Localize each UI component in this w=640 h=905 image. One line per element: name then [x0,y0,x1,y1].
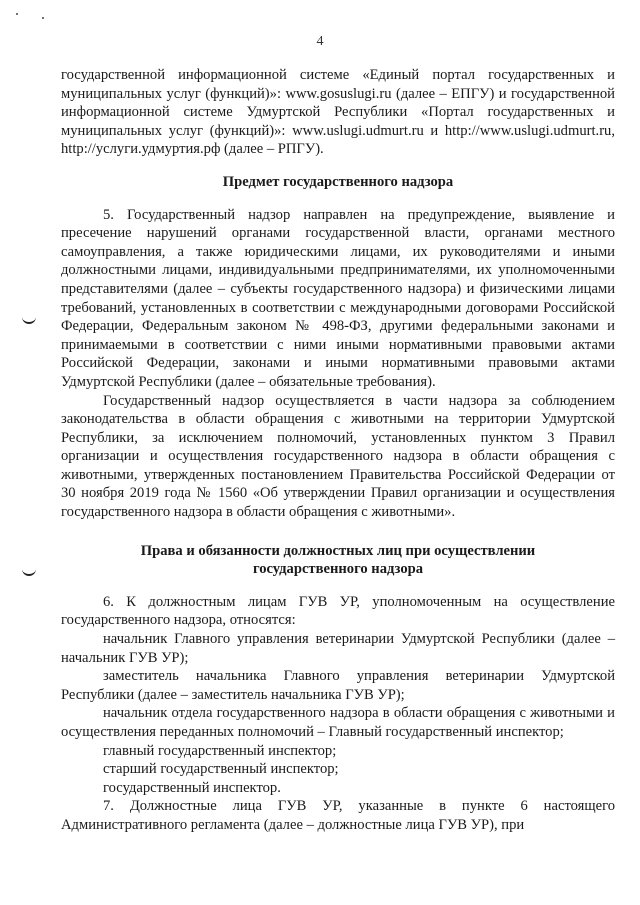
scan-speck [16,13,18,15]
list-item: главный государственный инспектор; [103,742,337,759]
list-item: государственный инспектор. [103,779,281,796]
section-heading-rights: Права и обязанности должностных лиц при осуществлении государственного надзора [140,542,536,578]
list-item: заместитель начальника Главного управления ветеринарии Удмуртской Республики (далее – заместитель начальника ГУВ УР); [61,668,615,703]
paragraph-5: 5. Государственный надзор направлен на предупреждение, выявление и пресечение нарушений органами государственной власти, органами местного самоуправления, а также юридическими лицами, их руководителями и иными должностными лицами, индивидуальными предпринимателями, их уполномоченными представителями (далее – субъекты государственного надзора) и физическими лицами требований, установленных в соответствии с международными договорами Российской Федерации, Федеральным законом № 498-ФЗ, другими федеральными законами и принимаемыми в соответствии с ними иными нормативными правовыми актами Российской Федерации, законами и иными нормативными правовыми актами Удмуртской Республики (далее – обязательные требования). [61,206,615,390]
page-number: 4 [316,34,324,49]
paragraph-7: 7. Должностные лица ГУВ УР, указанные в пункте 6 настоящего Административного регламента (далее – должностные лица ГУВ УР), при [61,798,615,833]
hole-punch-mark [22,566,36,576]
paragraph-5-continued: Государственный надзор осуществляется в части надзора за соблюдением законодательства в области обращения с животными на территории Удмуртской Республики, за исключением полномочий, установленных пунктом 3 Правил организации и осуществления государственного надзора в области обращения с животными, утвержденных постановлением Правительства Российской Федерации от 30 ноября 2019 года № 1560 «Об утверждении Правил организации и осуществления государственного надзора в области обращения с животными». [61,392,615,521]
scan-speck [42,17,44,19]
intro-paragraph: государственной информационной системе «Единый портал государственных и муниципальных услуг (функций)»: www.gosuslugi.ru (далее – ЕПГУ) и государственной информационной системе Удмуртской Республики «Портал государственных и муниципальных услуг (функций)»: www.uslugi.udmurt.ru и http://www.uslugi.udmurt.ru, http://услуги.удмуртия.рф (далее – РПГУ). [61,67,615,158]
hole-punch-mark [22,314,36,324]
document-body [61,66,615,835]
list-item: старший государственный инспектор; [103,761,339,778]
list-item: начальник Главного управления ветеринарии Удмуртской Республики (далее – начальник ГУВ УР); [61,631,615,666]
paragraph-6: 6. К должностным лицам ГУВ УР, уполномоченным на осуществление государственного надзора, относятся: [61,593,615,629]
list-item: начальник отдела государственного надзора в области обращения с животными и осуществления переданных полномочий – Главный государственный инспектор; [61,705,615,740]
section-heading-subject: Предмет государственного надзора [222,173,454,190]
